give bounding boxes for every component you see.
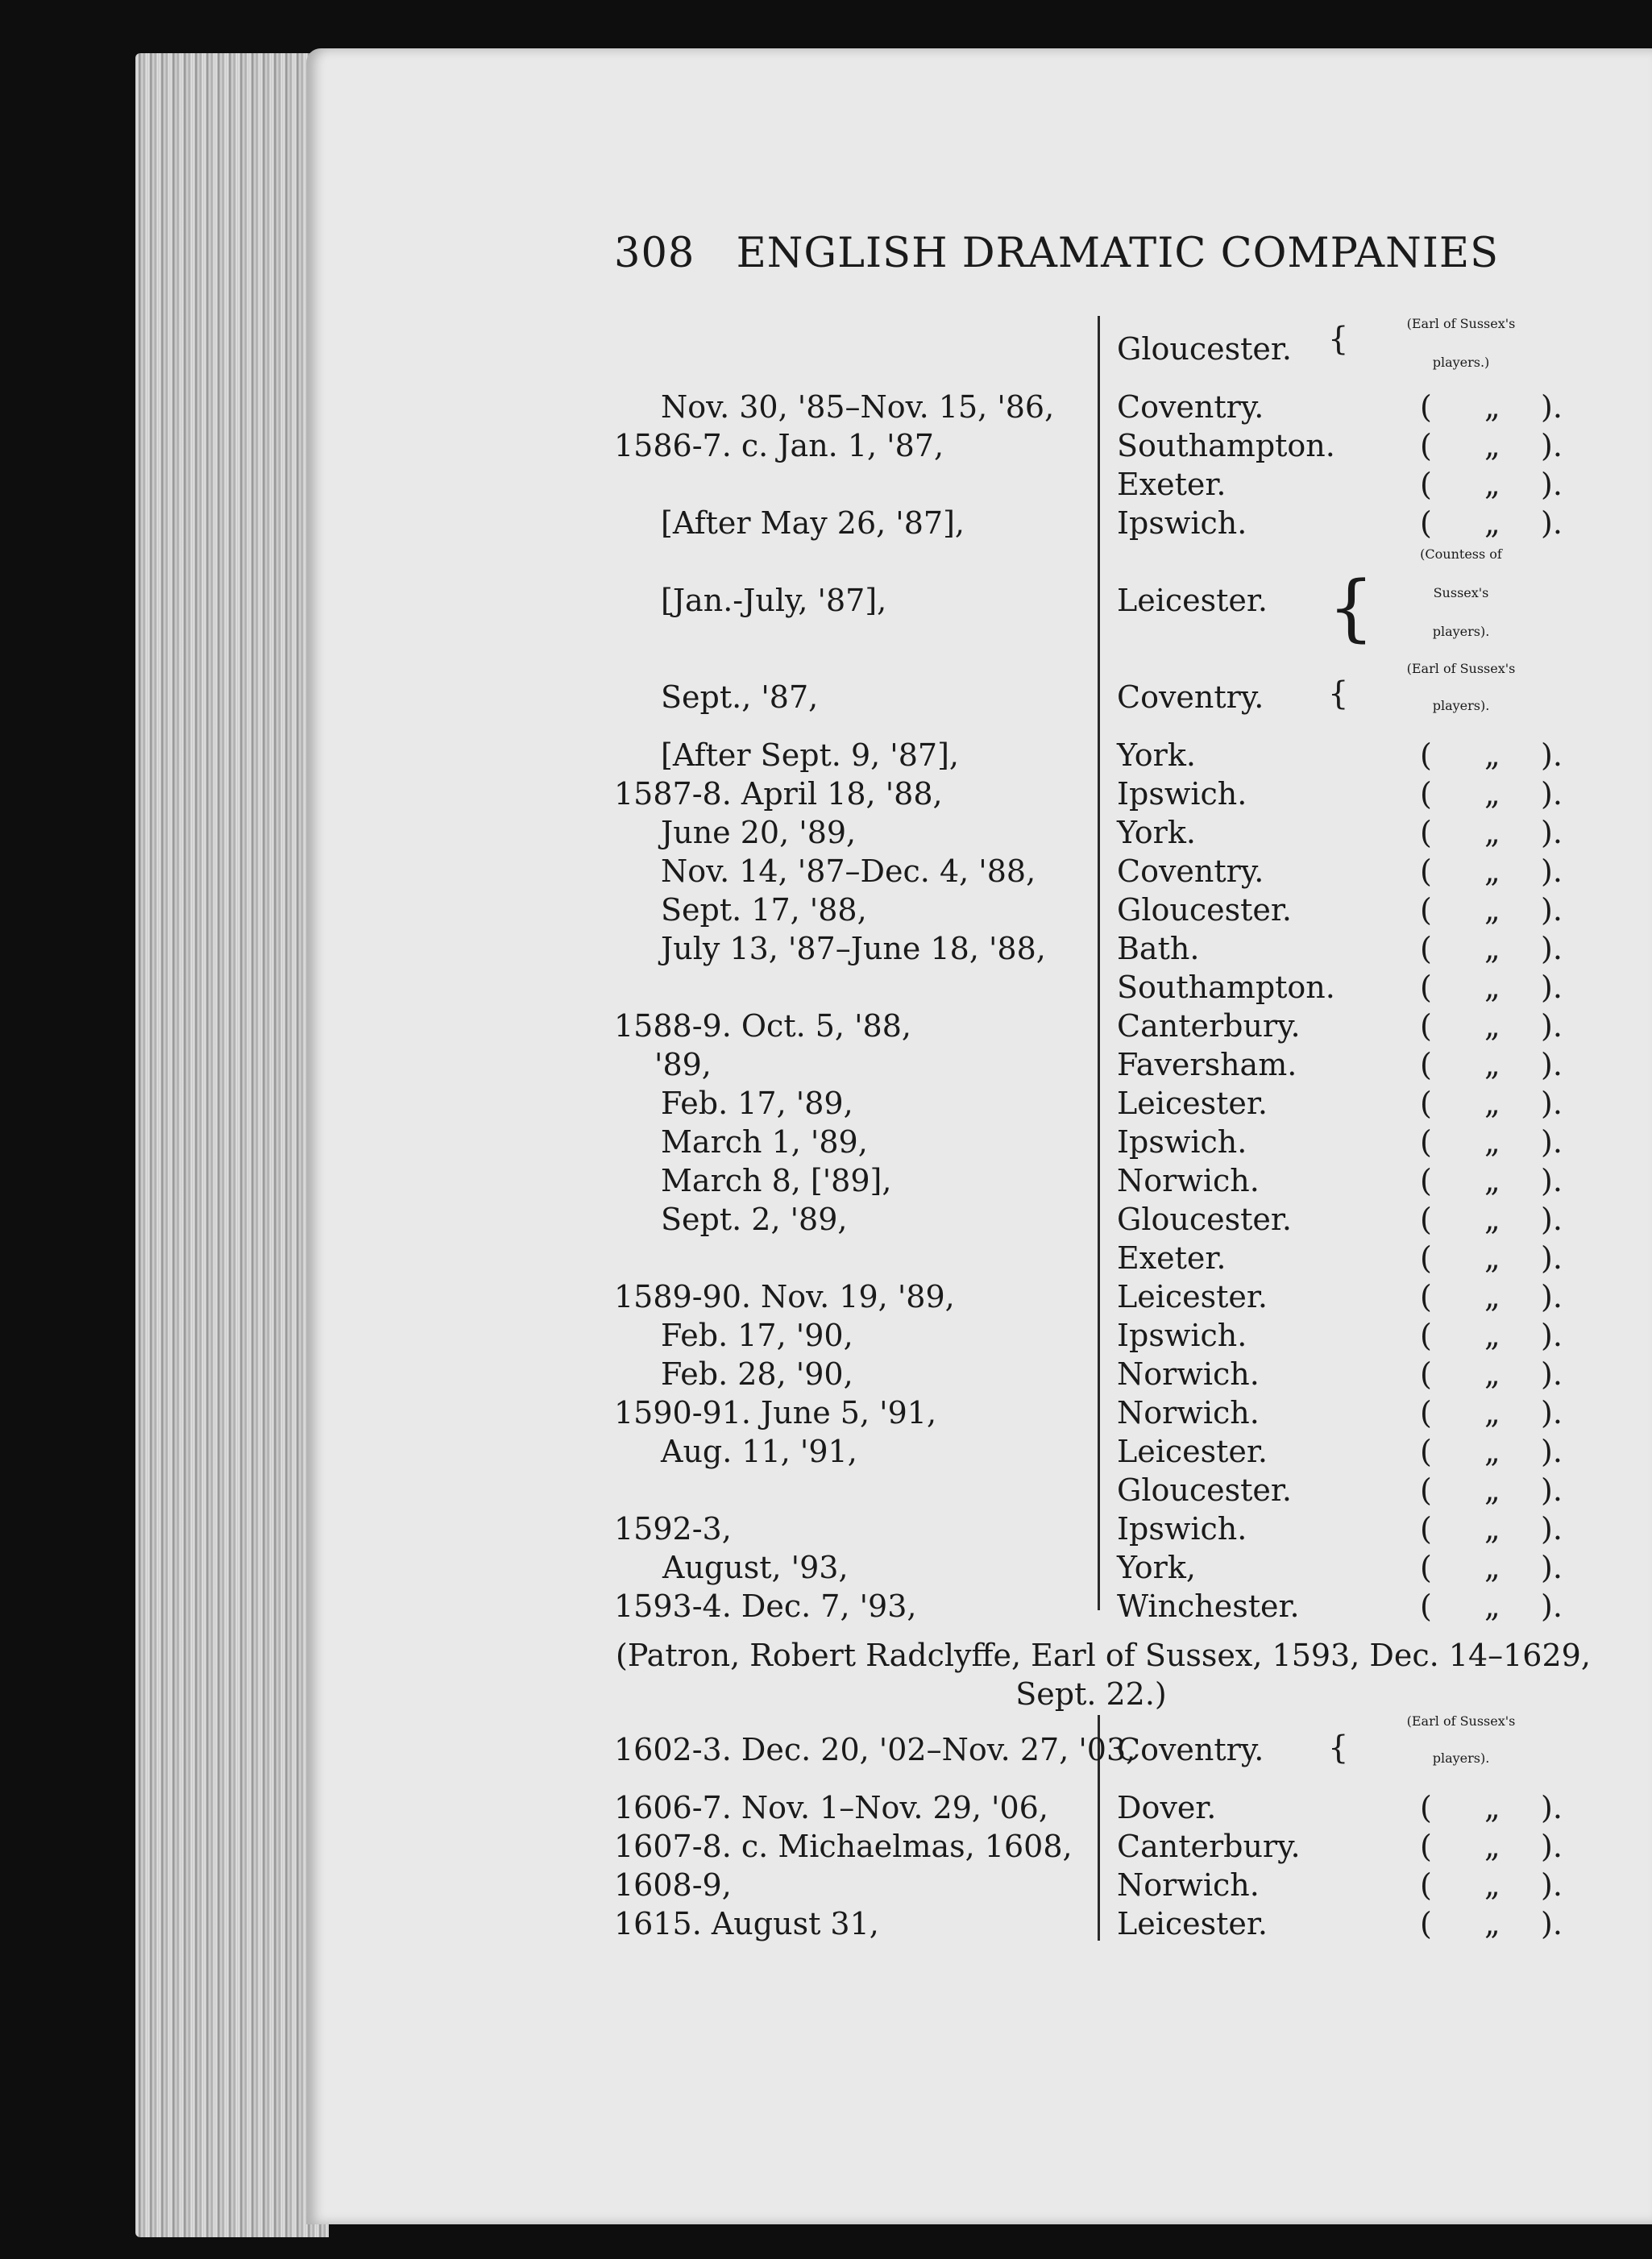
row-date: 1590-91. June 5, '91, bbox=[614, 1395, 937, 1431]
row-date: August, '93, bbox=[662, 1550, 849, 1585]
ditto-close: ). bbox=[1541, 1318, 1563, 1353]
row-date: 1608-9, bbox=[614, 1867, 732, 1903]
ditto-symbol: „ bbox=[1484, 1472, 1500, 1508]
ditto-open: ( bbox=[1420, 1356, 1432, 1392]
table-row bbox=[0, 1201, 1652, 1238]
ditto-close: ). bbox=[1541, 1008, 1563, 1044]
row-place: Coventry. bbox=[1117, 679, 1264, 715]
row-place: Ipswich. bbox=[1117, 1124, 1247, 1160]
table-row bbox=[0, 1472, 1652, 1509]
row-date: Sept. 17, '88, bbox=[661, 892, 867, 928]
table-row bbox=[0, 737, 1652, 774]
row-place: Faversham. bbox=[1117, 1047, 1297, 1082]
table-row bbox=[0, 814, 1652, 851]
row-place: Gloucester. bbox=[1117, 1472, 1292, 1508]
row-date: Aug. 11, '91, bbox=[661, 1434, 857, 1469]
ditto-close: ). bbox=[1541, 1790, 1563, 1825]
ditto-close: ). bbox=[1541, 1906, 1563, 1941]
ditto-symbol: „ bbox=[1484, 1047, 1500, 1082]
ditto-close: ). bbox=[1541, 1434, 1563, 1469]
ditto-close: ). bbox=[1541, 815, 1563, 850]
ditto-open: ( bbox=[1420, 853, 1432, 889]
table-row bbox=[0, 1549, 1652, 1586]
ditto-close: ). bbox=[1541, 970, 1563, 1005]
table-row bbox=[0, 1046, 1652, 1083]
table-row bbox=[0, 1867, 1652, 1904]
running-title: ENGLISH DRAMATIC COMPANIES bbox=[736, 230, 1500, 277]
ditto-symbol: „ bbox=[1484, 1240, 1500, 1276]
row-place: Bath. bbox=[1117, 931, 1200, 966]
ditto-symbol: „ bbox=[1484, 737, 1500, 773]
ditto-open: ( bbox=[1420, 1008, 1432, 1044]
ditto-open: ( bbox=[1420, 467, 1432, 502]
row-place: Gloucester. bbox=[1117, 331, 1292, 367]
table-row bbox=[0, 891, 1652, 928]
ditto-close: ). bbox=[1541, 1829, 1563, 1864]
row-place: Canterbury. bbox=[1117, 1008, 1301, 1044]
ditto-symbol: „ bbox=[1484, 1163, 1500, 1198]
table-row bbox=[0, 1789, 1652, 1826]
ditto-open: ( bbox=[1420, 1163, 1432, 1198]
brace: { bbox=[1328, 1730, 1349, 1767]
side-note: (Earl of Sussex's bbox=[1406, 661, 1516, 676]
table-row bbox=[0, 1278, 1652, 1315]
patron-line-1: (Patron, Robert Radclyffe, Earl of Sussex, 1593, Dec. 14–1629, bbox=[616, 1638, 1591, 1673]
ditto-symbol: „ bbox=[1484, 776, 1500, 812]
row-date: [After May 26, '87], bbox=[661, 505, 965, 541]
side-note: (Countess of bbox=[1420, 546, 1502, 562]
ditto-open: ( bbox=[1420, 1867, 1432, 1903]
brace: { bbox=[1328, 566, 1375, 650]
side-note: players). bbox=[1432, 1750, 1490, 1766]
ditto-symbol: „ bbox=[1484, 931, 1500, 966]
ditto-symbol: „ bbox=[1484, 389, 1500, 425]
ditto-open: ( bbox=[1420, 1086, 1432, 1121]
ditto-close: ). bbox=[1541, 1550, 1563, 1585]
ditto-open: ( bbox=[1420, 970, 1432, 1005]
row-place: Winchester. bbox=[1117, 1588, 1300, 1624]
row-place: Coventry. bbox=[1117, 853, 1264, 889]
ditto-open: ( bbox=[1420, 1906, 1432, 1941]
table-row bbox=[0, 1510, 1652, 1547]
table-row bbox=[0, 1123, 1652, 1161]
row-date: March 1, '89, bbox=[661, 1124, 868, 1160]
ditto-close: ). bbox=[1541, 1867, 1563, 1903]
row-place: Dover. bbox=[1117, 1790, 1217, 1825]
ditto-close: ). bbox=[1541, 428, 1563, 463]
row-date: Feb. 28, '90, bbox=[661, 1356, 853, 1392]
ditto-symbol: „ bbox=[1484, 1511, 1500, 1547]
row-date: 1589-90. Nov. 19, '89, bbox=[614, 1279, 955, 1314]
ditto-close: ). bbox=[1541, 1395, 1563, 1431]
row-date: 1593-4. Dec. 7, '93, bbox=[614, 1588, 917, 1624]
ditto-open: ( bbox=[1420, 1124, 1432, 1160]
row-place: Leicester. bbox=[1117, 1906, 1268, 1941]
row-place: Leicester. bbox=[1117, 1279, 1268, 1314]
ditto-symbol: „ bbox=[1484, 970, 1500, 1005]
row-place: Gloucester. bbox=[1117, 1202, 1292, 1237]
ditto-open: ( bbox=[1420, 1047, 1432, 1082]
patron-note bbox=[616, 1636, 1591, 1713]
side-note: players.) bbox=[1432, 355, 1490, 370]
side-note: players). bbox=[1432, 698, 1490, 713]
ditto-open: ( bbox=[1420, 1202, 1432, 1237]
table-row bbox=[0, 1162, 1652, 1199]
row-place: Norwich. bbox=[1117, 1356, 1260, 1392]
brace: { bbox=[1328, 675, 1349, 712]
ditto-open: ( bbox=[1420, 737, 1432, 773]
row-place: Southampton. bbox=[1117, 970, 1335, 1005]
ditto-close: ). bbox=[1541, 931, 1563, 966]
row-place: Ipswich. bbox=[1117, 505, 1247, 541]
row-place: Ipswich. bbox=[1117, 1318, 1247, 1353]
table-row bbox=[0, 853, 1652, 890]
ditto-open: ( bbox=[1420, 1240, 1432, 1276]
row-date: Feb. 17, '90, bbox=[661, 1318, 853, 1353]
page-header bbox=[614, 230, 1499, 277]
row-place: Exeter. bbox=[1117, 1240, 1227, 1276]
ditto-open: ( bbox=[1420, 776, 1432, 812]
ditto-symbol: „ bbox=[1484, 1008, 1500, 1044]
ditto-symbol: „ bbox=[1484, 1086, 1500, 1121]
ditto-symbol: „ bbox=[1484, 853, 1500, 889]
table-row bbox=[0, 1085, 1652, 1122]
ditto-open: ( bbox=[1420, 1395, 1432, 1431]
row-date: 1588-9. Oct. 5, '88, bbox=[614, 1008, 911, 1044]
table-row bbox=[0, 1588, 1652, 1625]
ditto-symbol: „ bbox=[1484, 1356, 1500, 1392]
ditto-open: ( bbox=[1420, 892, 1432, 928]
row-date: 1607-8. c. Michaelmas, 1608, bbox=[614, 1829, 1073, 1864]
ditto-close: ). bbox=[1541, 1240, 1563, 1276]
table-row bbox=[0, 1433, 1652, 1470]
row-place: Southampton. bbox=[1117, 428, 1335, 463]
ditto-close: ). bbox=[1541, 1472, 1563, 1508]
row-date: Nov. 14, '87–Dec. 4, '88, bbox=[661, 853, 1036, 889]
ditto-close: ). bbox=[1541, 1356, 1563, 1392]
table-row bbox=[0, 388, 1652, 426]
ditto-symbol: „ bbox=[1484, 1202, 1500, 1237]
row-place: Canterbury. bbox=[1117, 1829, 1301, 1864]
ditto-symbol: „ bbox=[1484, 1790, 1500, 1825]
row-place: Leicester. bbox=[1117, 1086, 1268, 1121]
ditto-open: ( bbox=[1420, 1790, 1432, 1825]
table-row bbox=[0, 930, 1652, 967]
ditto-close: ). bbox=[1541, 853, 1563, 889]
ditto-close: ). bbox=[1541, 776, 1563, 812]
side-note: Sussex's bbox=[1433, 585, 1489, 600]
row-place: Coventry. bbox=[1117, 1732, 1264, 1767]
row-place: York, bbox=[1117, 1550, 1196, 1585]
ditto-symbol: „ bbox=[1484, 815, 1500, 850]
ditto-symbol: „ bbox=[1484, 1588, 1500, 1624]
row-place: Leicester. bbox=[1117, 1434, 1268, 1469]
ditto-open: ( bbox=[1420, 505, 1432, 541]
ditto-symbol: „ bbox=[1484, 1906, 1500, 1941]
ditto-close: ). bbox=[1541, 737, 1563, 773]
row-place: Leicester. bbox=[1117, 583, 1268, 618]
row-date: 1602-3. Dec. 20, '02–Nov. 27, '03, bbox=[614, 1732, 1136, 1767]
ditto-open: ( bbox=[1420, 1279, 1432, 1314]
ditto-close: ). bbox=[1541, 1202, 1563, 1237]
patron-line-2: Sept. 22.) bbox=[1015, 1676, 1167, 1712]
row-place: Gloucester. bbox=[1117, 892, 1292, 928]
row-date: [After Sept. 9, '87], bbox=[661, 737, 959, 773]
table-row bbox=[0, 1905, 1652, 1942]
side-note: (Earl of Sussex's bbox=[1406, 1713, 1516, 1729]
row-date: Sept. 2, '89, bbox=[661, 1202, 848, 1237]
row-place: Norwich. bbox=[1117, 1163, 1260, 1198]
row-place: Ipswich. bbox=[1117, 1511, 1247, 1547]
row-date: July 13, '87–June 18, '88, bbox=[661, 931, 1046, 966]
row-date: 1586-7. c. Jan. 1, '87, bbox=[614, 428, 944, 463]
row-place: Norwich. bbox=[1117, 1395, 1260, 1431]
ditto-open: ( bbox=[1420, 1829, 1432, 1864]
ditto-open: ( bbox=[1420, 1434, 1432, 1469]
ditto-open: ( bbox=[1420, 1511, 1432, 1547]
row-place: Exeter. bbox=[1117, 467, 1227, 502]
row-date: March 8, ['89], bbox=[661, 1163, 892, 1198]
brace: { bbox=[1328, 321, 1349, 358]
table-row bbox=[0, 1356, 1652, 1393]
row-place: Ipswich. bbox=[1117, 776, 1247, 812]
table-row bbox=[0, 969, 1652, 1006]
row-date: Feb. 17, '89, bbox=[661, 1086, 853, 1121]
ditto-close: ). bbox=[1541, 467, 1563, 502]
table-row bbox=[0, 1007, 1652, 1044]
ditto-symbol: „ bbox=[1484, 1829, 1500, 1864]
ditto-open: ( bbox=[1420, 1550, 1432, 1585]
ditto-symbol: „ bbox=[1484, 1279, 1500, 1314]
row-date: [Jan.-July, '87], bbox=[661, 583, 887, 618]
ditto-open: ( bbox=[1420, 389, 1432, 425]
ditto-close: ). bbox=[1541, 1279, 1563, 1314]
row-date: 1592-3, bbox=[614, 1511, 732, 1547]
ditto-symbol: „ bbox=[1484, 428, 1500, 463]
ditto-close: ). bbox=[1541, 389, 1563, 425]
ditto-close: ). bbox=[1541, 1047, 1563, 1082]
row-date: 1615. August 31, bbox=[614, 1906, 879, 1941]
ditto-open: ( bbox=[1420, 428, 1432, 463]
table-row bbox=[0, 505, 1652, 542]
ditto-close: ). bbox=[1541, 1511, 1563, 1547]
ditto-close: ). bbox=[1541, 1124, 1563, 1160]
ditto-open: ( bbox=[1420, 1472, 1432, 1508]
ditto-symbol: „ bbox=[1484, 1124, 1500, 1160]
row-date: '89, bbox=[654, 1047, 712, 1082]
ditto-symbol: „ bbox=[1484, 892, 1500, 928]
table-row bbox=[0, 775, 1652, 812]
table-row bbox=[0, 1828, 1652, 1865]
row-place: York. bbox=[1117, 737, 1196, 773]
row-date: Sept., '87, bbox=[661, 679, 819, 715]
ditto-symbol: „ bbox=[1484, 505, 1500, 541]
table-row bbox=[0, 1394, 1652, 1431]
ditto-open: ( bbox=[1420, 1588, 1432, 1624]
ditto-close: ). bbox=[1541, 1086, 1563, 1121]
ditto-symbol: „ bbox=[1484, 1434, 1500, 1469]
ditto-close: ). bbox=[1541, 1163, 1563, 1198]
ditto-close: ). bbox=[1541, 892, 1563, 928]
row-date: June 20, '89, bbox=[661, 815, 857, 850]
ditto-open: ( bbox=[1420, 1318, 1432, 1353]
ditto-symbol: „ bbox=[1484, 1395, 1500, 1431]
ditto-open: ( bbox=[1420, 931, 1432, 966]
ditto-symbol: „ bbox=[1484, 1867, 1500, 1903]
table-row bbox=[0, 427, 1652, 464]
row-date: Nov. 30, '85–Nov. 15, '86, bbox=[661, 389, 1055, 425]
ditto-close: ). bbox=[1541, 505, 1563, 541]
side-note: players). bbox=[1432, 624, 1490, 639]
row-date: 1606-7. Nov. 1–Nov. 29, '06, bbox=[614, 1790, 1048, 1825]
table-row bbox=[0, 466, 1652, 503]
table-row bbox=[0, 1240, 1652, 1277]
page-number: 308 bbox=[614, 230, 695, 277]
row-place: York. bbox=[1117, 815, 1196, 850]
side-note: (Earl of Sussex's bbox=[1406, 316, 1516, 331]
ditto-symbol: „ bbox=[1484, 467, 1500, 502]
ditto-symbol: „ bbox=[1484, 1550, 1500, 1585]
ditto-close: ). bbox=[1541, 1588, 1563, 1624]
ditto-symbol: „ bbox=[1484, 1318, 1500, 1353]
row-date: 1587-8. April 18, '88, bbox=[614, 776, 943, 812]
table-row bbox=[0, 1317, 1652, 1354]
row-place: Coventry. bbox=[1117, 389, 1264, 425]
ditto-open: ( bbox=[1420, 815, 1432, 850]
row-place: Norwich. bbox=[1117, 1867, 1260, 1903]
